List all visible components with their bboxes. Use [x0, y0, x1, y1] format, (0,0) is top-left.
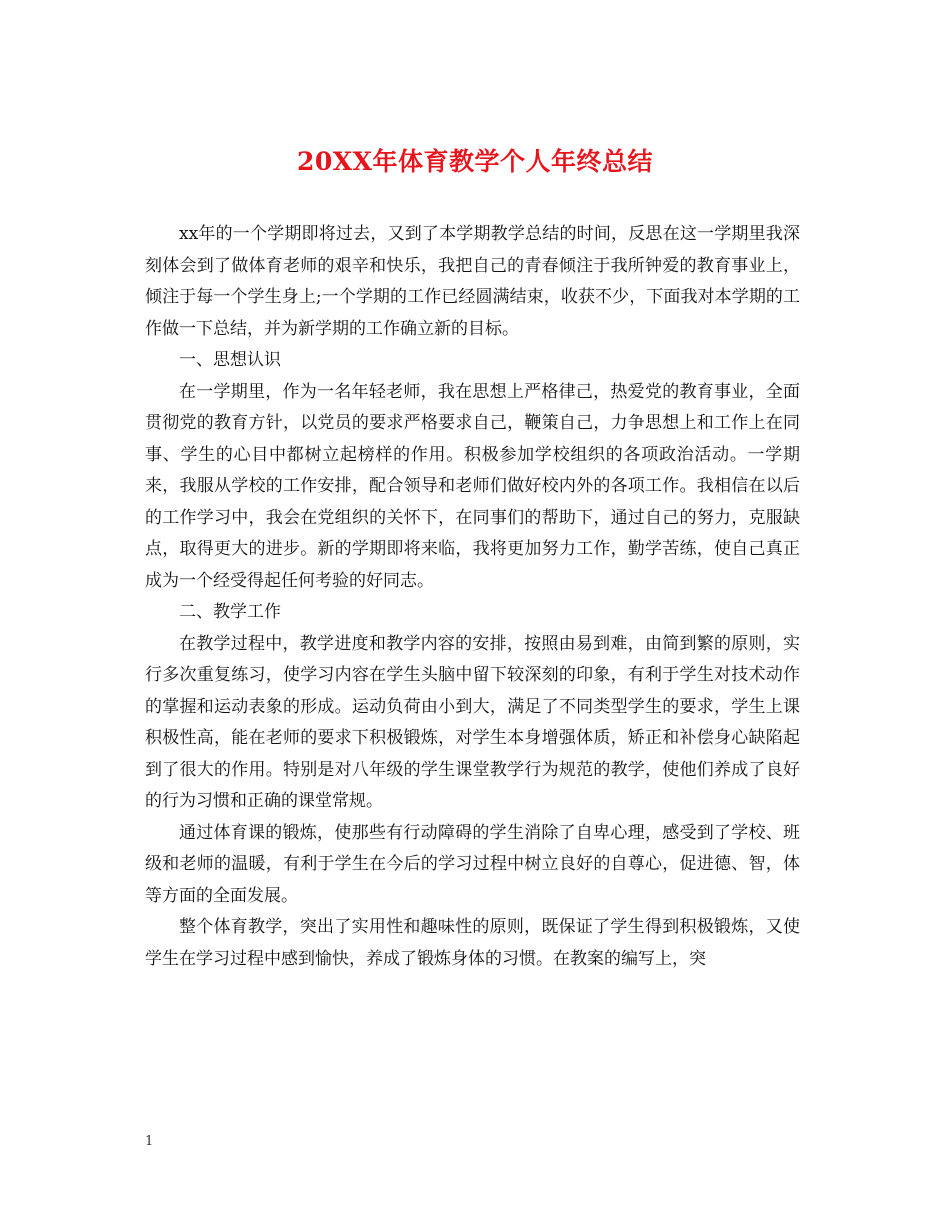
page-number: 1: [145, 1134, 154, 1149]
paragraph-pe-principles: 整个体育教学，突出了实用性和趣味性的原则，既保证了学生得到积极锻炼，又使学生在学习过程中感到愉快，养成了锻炼身体的习惯。在教案的编写上，突: [145, 917, 800, 969]
paragraph-pe-benefits: 通过体育课的锻炼，使那些有行动障碍的学生消除了自卑心理，感受到了学校、班级和老师的温暖，有利于学生在今后的学习过程中树立良好的自尊心，促进德、智，体等方面的全面发展。: [145, 822, 800, 906]
document-title: 20XX年体育教学个人年终总结: [296, 147, 654, 176]
paragraph-teaching-process: 在教学过程中，教学进度和教学内容的安排，按照由易到难，由简到繁的原则，实行多次重复练习，使学习内容在学生头脑中留下较深刻的印象，有利于学生对技术动作的掌握和运动表象的形成。运动负荷由小到大，满足了不同类型学生的要求，学生上课积极性高，能在老师的要求下积极锻炼，对学生本身增强体质，矫正和补偿身心缺陷起到了很大的作用。特别是对八年级的学生课堂教学行为规范的教学，使他们养成了良好的行为习惯和正确的课堂常规。: [145, 633, 800, 811]
section-heading-thinking: 一、思想认识: [179, 350, 281, 370]
paragraph-intro: xx年的一个学期即将过去，又到了本学期教学总结的时间，反思在这一学期里我深刻体会到了做体育老师的艰辛和快乐，我把自己的青春倾注于我所钟爱的教育事业上，倾注于每一个学生身上;一个学期的工作已经圆满结束，收获不少，下面我对本学期的工作做一下总结，并为新学期的工作确立新的目标。: [145, 224, 800, 339]
section-heading-teaching: 二、教学工作: [179, 602, 281, 622]
paragraph-thinking: 在一学期里，作为一名年轻老师，我在思想上严格律己，热爱党的教育事业，全面贯彻党的教育方针，以党员的要求严格要求自己，鞭策自己，力争思想上和工作上在同事、学生的心目中都树立起榜样的作用。积极参加学校组织的各项政治活动。一学期来，我服从学校的工作安排，配合领导和老师们做好校内外的各项工作。我相信在以后的工作学习中，我会在党组织的关怀下，在同事们的帮助下，通过自己的努力，克服缺点，取得更大的进步。新的学期即将来临，我将更加努力工作，勤学苦练，使自己真正成为一个经受得起任何考验的好同志。: [145, 381, 800, 591]
document-body: [145, 219, 800, 975]
